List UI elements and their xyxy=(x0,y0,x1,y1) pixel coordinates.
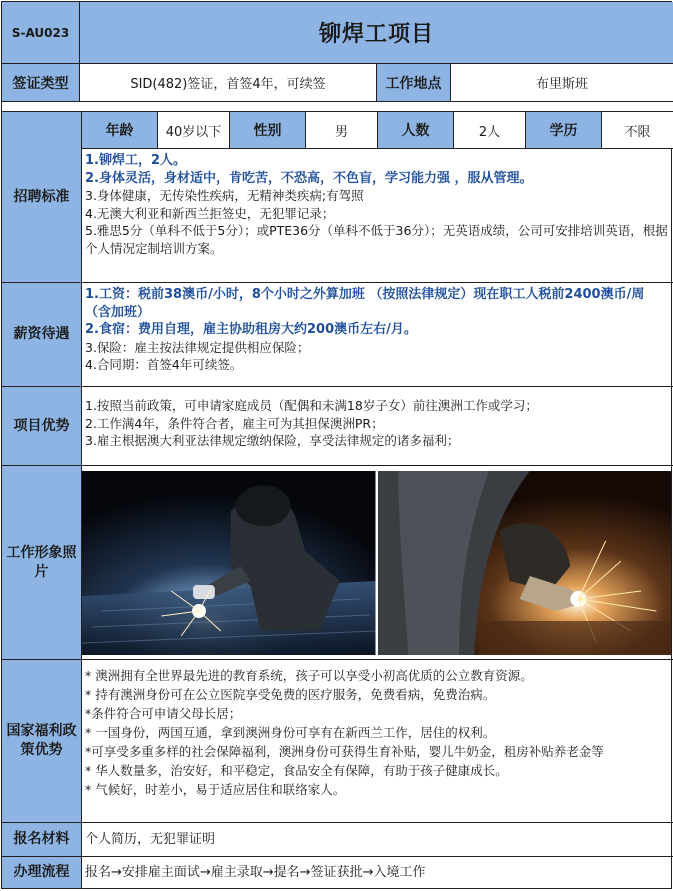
salary-label: 薪资待遇 xyxy=(2,283,82,386)
salary-line: 2.食宿：费用自理，雇主协助租房大约200澳币左右/月。 xyxy=(85,322,417,337)
advantages-line: 3.雇主根据澳大利亚法律规定缴纳保险，享受法律规定的诸多福利； xyxy=(85,433,460,448)
welder-photo-1 xyxy=(82,471,376,655)
attribute-row xyxy=(82,112,673,149)
welder-image-2 xyxy=(378,471,672,655)
welfare-body xyxy=(82,660,673,822)
recruit-line: 3.身体健康，无传染性疾病，无精神类疾病;有驾照 xyxy=(85,188,364,203)
spacer xyxy=(2,102,673,112)
job-sheet xyxy=(1,1,672,889)
welfare-line: * 澳洲拥有全世界最先进的教育系统，孩子可以享受小初高优质的公立教育资源。 xyxy=(85,668,533,683)
welfare-line: *可享受多重多样的社会保障福利，澳洲身份可获得生育补贴，婴儿牛奶金，租房补贴养老金等 xyxy=(85,744,604,759)
headcount-label: 人数 xyxy=(378,112,454,148)
welder-image-1 xyxy=(82,471,376,655)
education-value: 不限 xyxy=(602,112,673,148)
welfare-line: * 持有澳洲身份可在公立医院享受免费的医疗服务，免费看病，免费治病。 xyxy=(85,687,496,702)
project-code: S-AU023 xyxy=(2,2,80,63)
process-label: 办理流程 xyxy=(2,857,82,888)
advantages-body xyxy=(82,387,673,465)
headcount-value: 2人 xyxy=(454,112,526,148)
recruit-line: 4.无澳大利亚和新西兰拒签史，无犯罪记录； xyxy=(85,205,335,221)
age-label: 年龄 xyxy=(82,112,158,148)
visa-type-value: SID(482)签证，首签4年，可续签 xyxy=(80,64,377,101)
page-title: 铆焊工项目 xyxy=(80,2,673,63)
visa-type-label: 签证类型 xyxy=(2,64,80,101)
location-value: 布里斯班 xyxy=(451,64,673,101)
advantages-line: 1.按照当前政策，可申请家庭成员（配偶和未满18岁子女）前往澳洲工作或学习； xyxy=(85,398,538,413)
materials-label: 报名材料 xyxy=(2,823,82,856)
photo-strip xyxy=(82,468,673,658)
process-value: 报名→安排雇主面试→雇主录取→提名→签证获批→入境工作 xyxy=(85,865,426,881)
materials-value: 个人简历，无犯罪证明 xyxy=(85,832,216,848)
welfare-line: * 一国身份，两国互通，拿到澳洲身份可享有在新西兰工作，居住的权利。 xyxy=(85,725,496,740)
welfare-line: * 华人数量多，治安好，和平稳定，食品安全有保障，有助于孩子健康成长。 xyxy=(85,763,508,778)
salary-line: 4.合同期：首签4年可续签。 xyxy=(85,357,243,372)
photos-label: 工作形象照片 xyxy=(2,466,82,659)
welfare-section xyxy=(2,660,673,823)
location-label: 工作地点 xyxy=(377,64,451,101)
advantages-line: 2.工作满4年，条件符合者，雇主可为其担保澳洲PR； xyxy=(85,415,384,431)
salary-line: 3.保险：雇主按法律规定提供相应保险； xyxy=(85,339,310,355)
salary-line: 1.工资：税前38澳币/小时，8个小时之外算加班 （按照法律规定）现在职工人税前2400澳币/周（含加班） xyxy=(85,287,645,320)
welder-photo-2 xyxy=(378,471,672,655)
welfare-line: *条件符合可申请父母长居； xyxy=(85,706,242,721)
header-row xyxy=(2,2,673,64)
process-section xyxy=(2,857,673,888)
advantages-section xyxy=(2,387,673,466)
gender-label: 性别 xyxy=(230,112,306,148)
recruit-line: 1.铆焊工，2人。 xyxy=(85,153,187,168)
materials-section xyxy=(2,823,673,857)
education-label: 学历 xyxy=(526,112,602,148)
recruit-line: 2.身体灵活，身材适中，肯吃苦，不恐高，不色盲，学习能力强 ，服从管理。 xyxy=(85,170,533,186)
recruit-line: 5.雅思5分（单科不低于5分）；或PTE36分（单科不低于36分）；无英语成绩，公司可安排培训英语，根据个人情况定制培训方案。 xyxy=(85,223,668,256)
welfare-line: * 气候好，时差小，易于适应居住和联络家人。 xyxy=(85,782,346,797)
salary-body xyxy=(82,283,673,386)
advantages-label: 项目优势 xyxy=(2,387,82,465)
welfare-label: 国家福利政策优势 xyxy=(2,660,82,822)
salary-section xyxy=(2,283,673,387)
recruit-label: 招聘标准 xyxy=(2,112,82,282)
gender-value: 男 xyxy=(306,112,378,148)
visa-row xyxy=(2,64,673,102)
age-value: 40岁以下 xyxy=(158,112,230,148)
